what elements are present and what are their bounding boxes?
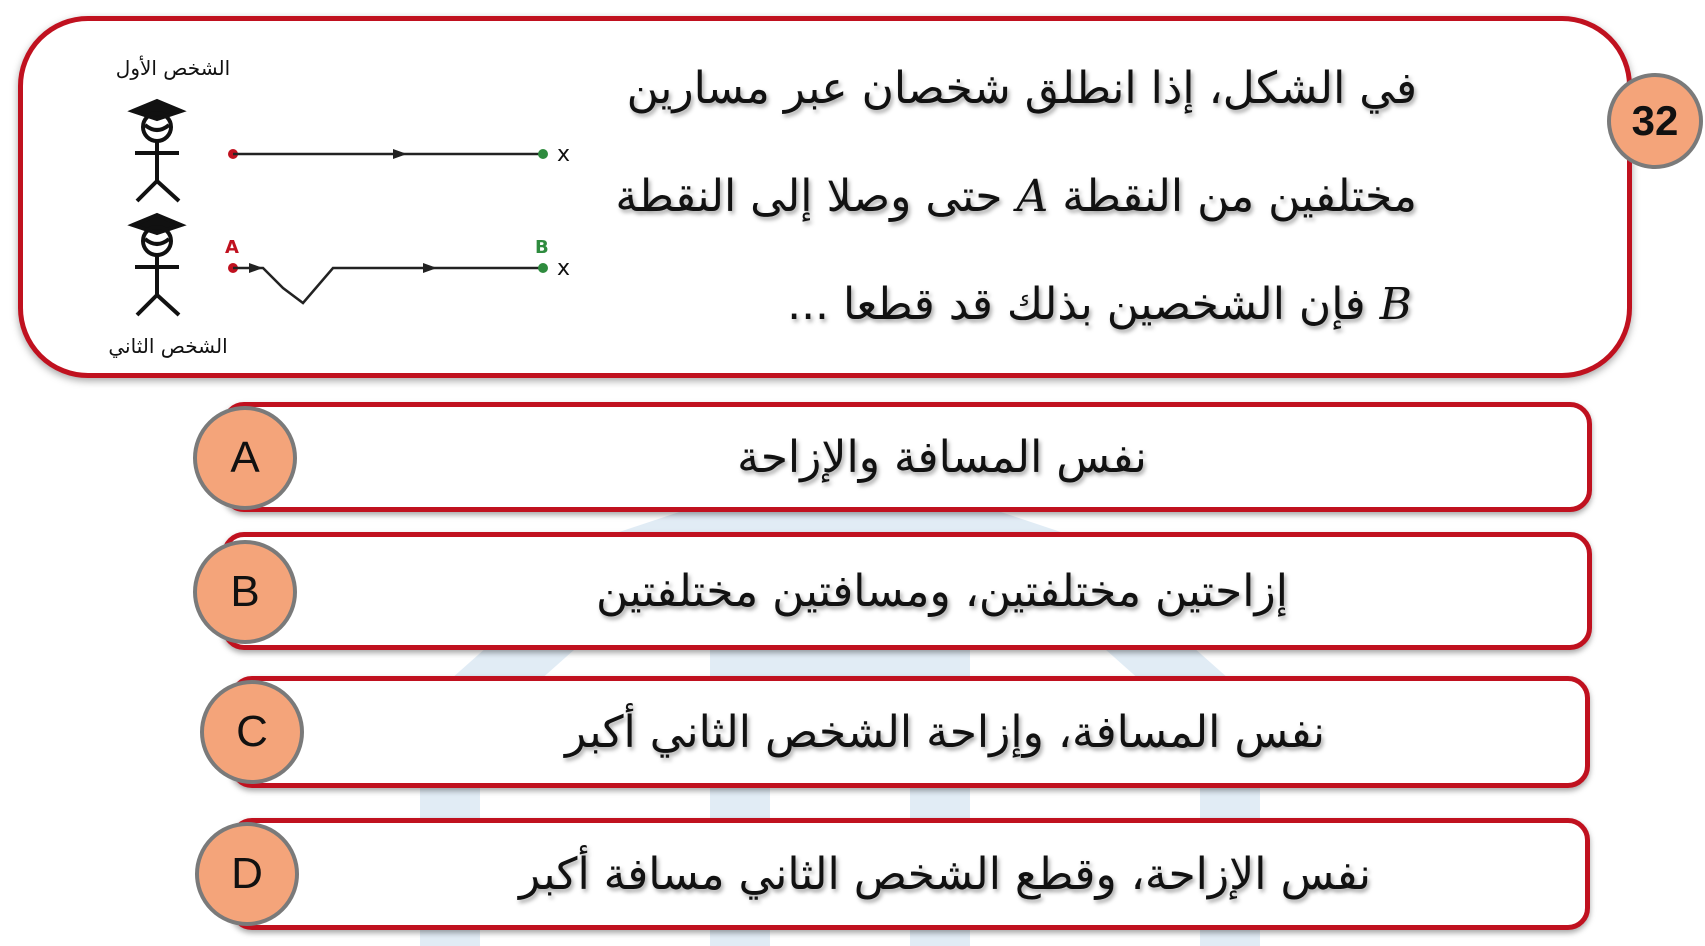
person2-figure	[133, 215, 181, 315]
person2-label: الشخص الثاني	[108, 334, 228, 358]
option-a[interactable]	[222, 402, 1592, 512]
arrow-1	[393, 149, 407, 159]
end-mark-1: x	[557, 142, 571, 167]
option-d-text: نفس الإزاحة، وقطع الشخص الثاني مسافة أكبر	[518, 848, 1372, 900]
person1-figure	[133, 101, 181, 201]
point-b-var: B	[1379, 279, 1412, 330]
option-a-text: نفس المسافة والإزاحة	[737, 431, 1147, 483]
arrow-2b	[423, 263, 437, 273]
option-b[interactable]	[222, 532, 1592, 650]
point-b-label: B	[535, 237, 549, 258]
option-b-letter[interactable]: B	[193, 540, 297, 644]
question-box	[18, 16, 1632, 378]
question-line-2-end: حتى وصلا إلى النقطة	[615, 171, 1003, 222]
point-a-label: A	[225, 237, 239, 258]
question-number-badge: 32	[1607, 73, 1703, 169]
option-d[interactable]	[230, 818, 1590, 930]
option-c[interactable]	[230, 676, 1590, 788]
option-d-letter[interactable]: D	[195, 822, 299, 926]
end-point-1	[538, 149, 548, 159]
option-b-text: إزاحتين مختلفتين، ومسافتين مختلفتين	[596, 565, 1288, 617]
person1-label: الشخص الأول	[115, 56, 231, 80]
option-c-text: نفس المسافة، وإزاحة الشخص الثاني أكبر	[565, 706, 1325, 758]
option-a-letter[interactable]: A	[193, 406, 297, 510]
arrow-2a	[249, 263, 263, 273]
question-line-3-text: فإن الشخصين بذلك قد قطعا ...	[787, 279, 1366, 330]
question-line-2-start: مختلفين من النقطة	[1062, 171, 1417, 222]
point-a-var: A	[1016, 171, 1049, 222]
question-line-2	[417, 171, 1417, 222]
end-point-2	[538, 263, 548, 273]
option-c-letter[interactable]: C	[200, 680, 304, 784]
question-line-1: في الشكل، إذا انطلق شخصان عبر مسارين	[626, 63, 1417, 114]
end-mark-2: x	[557, 256, 571, 281]
question-line-3	[412, 279, 1412, 330]
